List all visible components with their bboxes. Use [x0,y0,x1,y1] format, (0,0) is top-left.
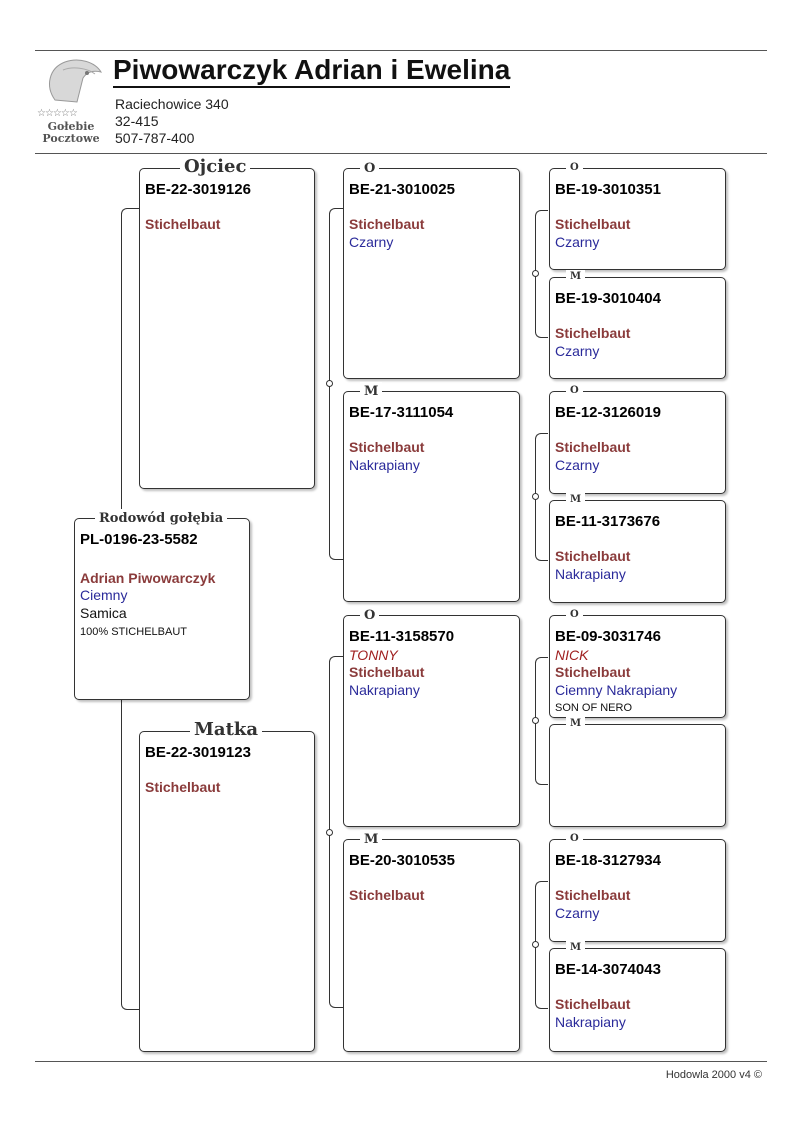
mf-card[interactable] [343,608,520,827]
ff-breeder: Stichelbaut [349,216,425,232]
subject-pigeon-card[interactable] [74,511,250,700]
ffm-breeder: Stichelbaut [555,325,631,341]
ff-color: Czarny [349,234,394,250]
subject-title: Rodowód gołębia [95,509,227,529]
mmf-card[interactable] [549,833,726,942]
fm-title: M [360,382,382,402]
mother-card[interactable] [139,719,315,1052]
mff-note: SON OF NERO [555,702,633,714]
mmm-ring: BE-14-3074043 [555,961,661,978]
father-ring: BE-22-3019126 [145,181,251,198]
fmf-breeder: Stichelbaut [555,439,631,455]
footer-text: Hodowla 2000 v4 © [665,1069,762,1081]
mf-color: Nakrapiany [349,682,420,698]
mfm-title: M [566,717,585,731]
fmf-color: Czarny [555,457,600,473]
father-title: Ojciec [180,157,250,177]
mff-ring: BE-09-3031746 [555,628,661,645]
stars-decoration: ☆☆☆☆☆ [37,108,77,119]
mmf-ring: BE-18-3127934 [555,852,661,869]
fff-breeder: Stichelbaut [555,216,631,232]
mother-title: Matka [190,720,262,740]
fm-breeder: Stichelbaut [349,439,425,455]
mf-name: TONNY [349,647,398,663]
mff-title: O [566,608,583,622]
fmm-breeder: Stichelbaut [555,548,631,564]
fmm-card[interactable] [549,494,726,603]
fmm-color: Nakrapiany [555,566,626,582]
fm-card[interactable] [343,384,520,602]
mmm-color: Nakrapiany [555,1014,626,1030]
fm-ring: BE-17-3111054 [349,404,454,421]
fmf-card[interactable] [549,385,726,494]
mmm-title: M [566,941,585,955]
mfm-card[interactable] [549,718,726,827]
mf-breeder: Stichelbaut [349,664,425,680]
fm-color: Nakrapiany [349,457,420,473]
mff-card[interactable] [549,609,726,718]
fff-color: Czarny [555,234,600,250]
mm-breeder: Stichelbaut [349,887,425,903]
address-line1: Raciechowice 340 [115,96,229,112]
fmf-ring: BE-12-3126019 [555,404,661,421]
mff-color: Ciemny Nakrapiany [555,682,678,698]
mmm-card[interactable] [549,942,726,1052]
mother-ring: BE-22-3019123 [145,744,251,761]
header-top-rule [35,50,767,51]
mother-breeder: Stichelbaut [145,779,221,795]
ffm-title: M [566,270,585,284]
header-bottom-rule [35,153,767,154]
mf-ring: BE-11-3158570 [349,628,455,645]
mm-card[interactable] [343,832,520,1052]
pigeon-logo [35,56,107,148]
subject-color: Ciemny [80,587,128,603]
address-line2: 32-415 [115,113,159,129]
ffm-ring: BE-19-3010404 [555,290,661,307]
father-breeder: Stichelbaut [145,216,221,232]
phone: 507-787-400 [115,130,195,146]
ff-card[interactable] [343,161,520,379]
fmm-ring: BE-11-3173676 [555,513,661,530]
connector-dot [532,717,539,724]
fff-ring: BE-19-3010351 [555,181,661,198]
mm-title: M [360,830,382,850]
mf-title: O [360,606,379,626]
owner-name: Piwowarczyk Adrian i Ewelina [113,54,510,88]
logo-line2: Pocztowe [42,132,100,145]
mmm-breeder: Stichelbaut [555,996,631,1012]
mmf-breeder: Stichelbaut [555,887,631,903]
subject-breeder: Adrian Piwowarczyk [80,570,216,586]
mmf-color: Czarny [555,905,600,921]
mff-name: NICK [555,647,589,663]
ff-ring: BE-21-3010025 [349,181,455,198]
connector-dot [326,380,333,387]
fff-title: O [566,161,583,175]
fff-card[interactable] [549,162,726,270]
mff-breeder: Stichelbaut [555,664,631,680]
subject-sex: Samica [80,605,127,621]
father-card[interactable] [139,156,315,489]
connector-dot [532,270,539,277]
fmf-title: O [566,384,583,398]
fmm-title: M [566,493,585,507]
subject-ring: PL-0196-23-5582 [80,531,198,548]
mmf-title: O [566,832,583,846]
ffm-color: Czarny [555,343,600,359]
connector-dot [326,829,333,836]
subject-note: 100% STICHELBAUT [80,626,187,638]
connector-dot [532,493,539,500]
pigeon-head-icon [35,56,107,106]
ffm-card[interactable] [549,271,726,379]
footer-rule [35,1061,767,1062]
mm-ring: BE-20-3010535 [349,852,455,869]
logo-line1: Gołebie [47,120,95,133]
ff-title: O [360,159,379,179]
connector-dot [532,941,539,948]
